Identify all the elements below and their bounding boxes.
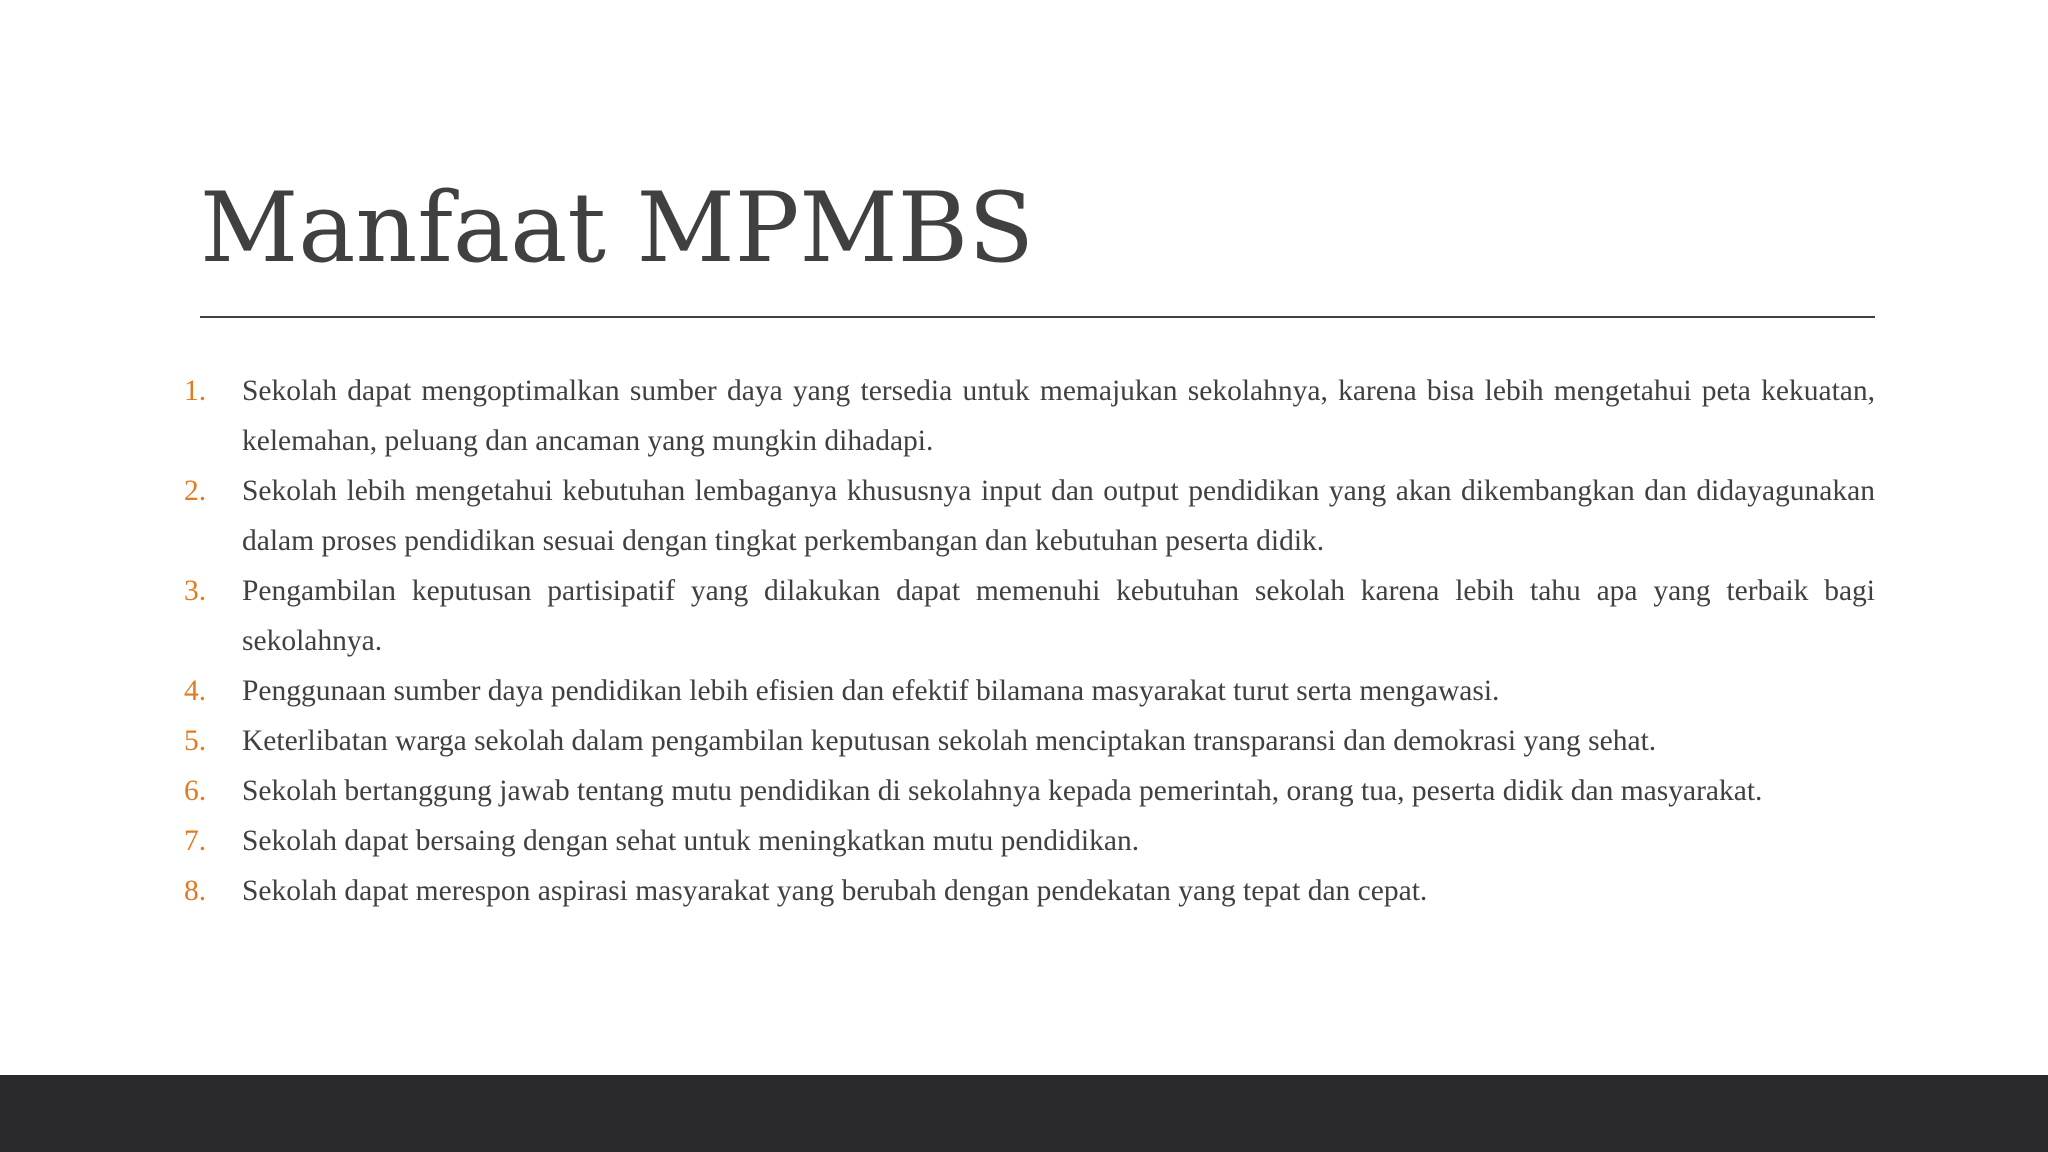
list-item-text: Sekolah dapat mengoptimalkan sumber daya yang tersedia untuk memajukan sekolahnya, karena bisa lebih mengetahui peta kekuatan, kelemahan, peluang dan ancaman yang mungkin dihadapi. (242, 375, 1875, 457)
benefits-list (180, 366, 1875, 916)
list-item-number: 1. (184, 375, 207, 407)
list-item-text: Penggunaan sumber daya pendidikan lebih efisien dan efektif bilamana masyarakat turut serta mengawasi. (242, 675, 1500, 707)
list-item-text: Sekolah dapat bersaing dengan sehat untuk meningkatkan mutu pendidikan. (242, 825, 1140, 857)
list-item (180, 366, 1875, 466)
list-item-number: 4. (184, 675, 207, 707)
list-item (180, 466, 1875, 566)
list-item-number: 6. (184, 775, 207, 807)
list-item (180, 816, 1875, 866)
list-item-number: 2. (184, 475, 207, 507)
list-item-number: 3. (184, 575, 207, 607)
list-item-number: 7. (184, 825, 207, 857)
list-item-text: Pengambilan keputusan partisipatif yang dilakukan dapat memenuhi kebutuhan sekolah karena lebih tahu apa yang terbaik bagi sekolahnya. (242, 575, 1875, 657)
list-item-text: Sekolah lebih mengetahui kebutuhan lembaganya khususnya input dan output pendidikan yang akan dikembangkan dan didayagunakan dalam proses pendidikan sesuai dengan tingkat perkembangan dan kebutuhan peserta didik. (242, 475, 1875, 557)
list-item (180, 666, 1875, 716)
title-divider (200, 316, 1875, 318)
list-item-text: Sekolah dapat merespon aspirasi masyarakat yang berubah dengan pendekatan yang tepat dan cepat. (242, 875, 1428, 907)
list-item-text: Sekolah bertanggung jawab tentang mutu pendidikan di sekolahnya kepada pemerintah, orang tua, peserta didik dan masyarakat. (242, 775, 1763, 807)
list-item (180, 866, 1875, 916)
list-item-text: Keterlibatan warga sekolah dalam pengambilan keputusan sekolah menciptakan transparansi dan demokrasi yang sehat. (242, 725, 1657, 757)
list-item-number: 5. (184, 725, 207, 757)
list-item (180, 566, 1875, 666)
slide-title: Manfaat MPMBS (200, 172, 1034, 284)
list-item (180, 766, 1875, 816)
list-item (180, 716, 1875, 766)
list-item-number: 8. (184, 875, 207, 907)
footer-bar (0, 1075, 2048, 1152)
